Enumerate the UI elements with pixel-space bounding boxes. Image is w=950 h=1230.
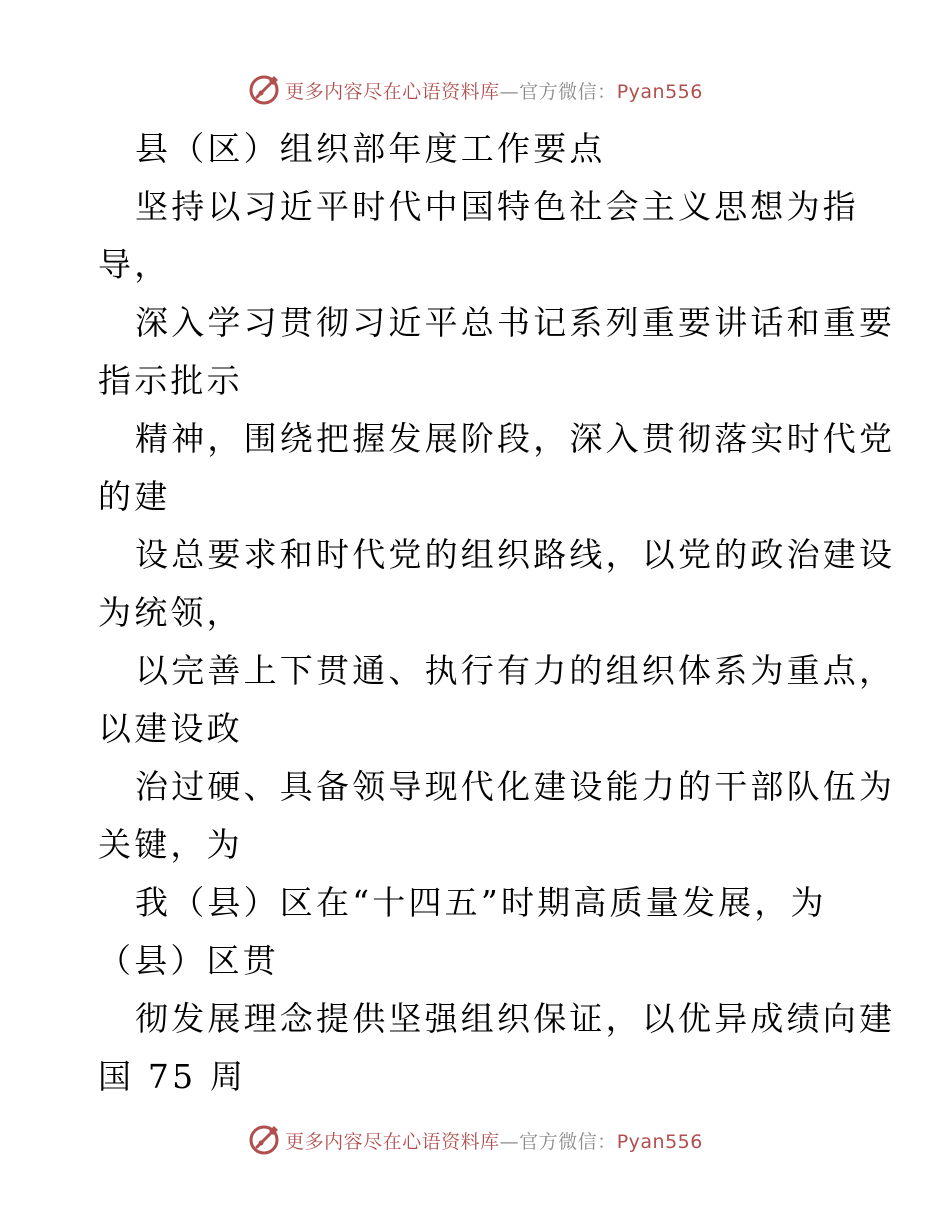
paragraph-line: 坚持以习近平时代中国特色社会主义思想为指 (135, 187, 859, 226)
footer-watermark-banner (0, 1120, 950, 1160)
document-body (98, 120, 896, 1106)
paragraph-line: 国 75 周 (98, 1057, 247, 1096)
paragraph-line: 以建设政 (98, 709, 243, 748)
paragraph-line: 指示批示 (98, 361, 243, 400)
paragraph-line: 设总要求和时代党的组织路线，以党的政治建设 (135, 535, 896, 574)
paragraph-line: 为统领， (98, 593, 243, 632)
watermark-text: 更多内容尽在心语资料库—官方微信：Pyan556 (285, 80, 703, 103)
paragraph-line: 深入学习贯彻习近平总书记系列重要讲话和重要 (135, 303, 896, 342)
paragraph-line: 治过硬、具备领导现代化建设能力的干部队伍为 (135, 767, 896, 806)
stamp-logo-icon (247, 1123, 281, 1157)
paragraph-line: 关键，为 (98, 825, 243, 864)
header-watermark-banner (0, 70, 950, 110)
paragraph-line: 彻发展理念提供坚强组织保证，以优异成绩向建 (135, 999, 896, 1038)
watermark-text: 更多内容尽在心语资料库—官方微信：Pyan556 (285, 1130, 703, 1153)
paragraph-line: 以完善上下贯通、执行有力的组织体系为重点， (135, 651, 896, 690)
document-title: 县（区）组织部年度工作要点 (135, 129, 606, 168)
stamp-logo-icon (247, 73, 281, 107)
paragraph-line: 的建 (98, 477, 171, 516)
paragraph-line: （县）区贯 (98, 941, 279, 980)
paragraph-line: 我（县）区在“十四五”时期高质量发展，为 (135, 883, 827, 922)
paragraph-line: 精神，围绕把握发展阶段，深入贯彻落实时代党 (135, 419, 896, 458)
paragraph-line: 导， (98, 245, 171, 284)
